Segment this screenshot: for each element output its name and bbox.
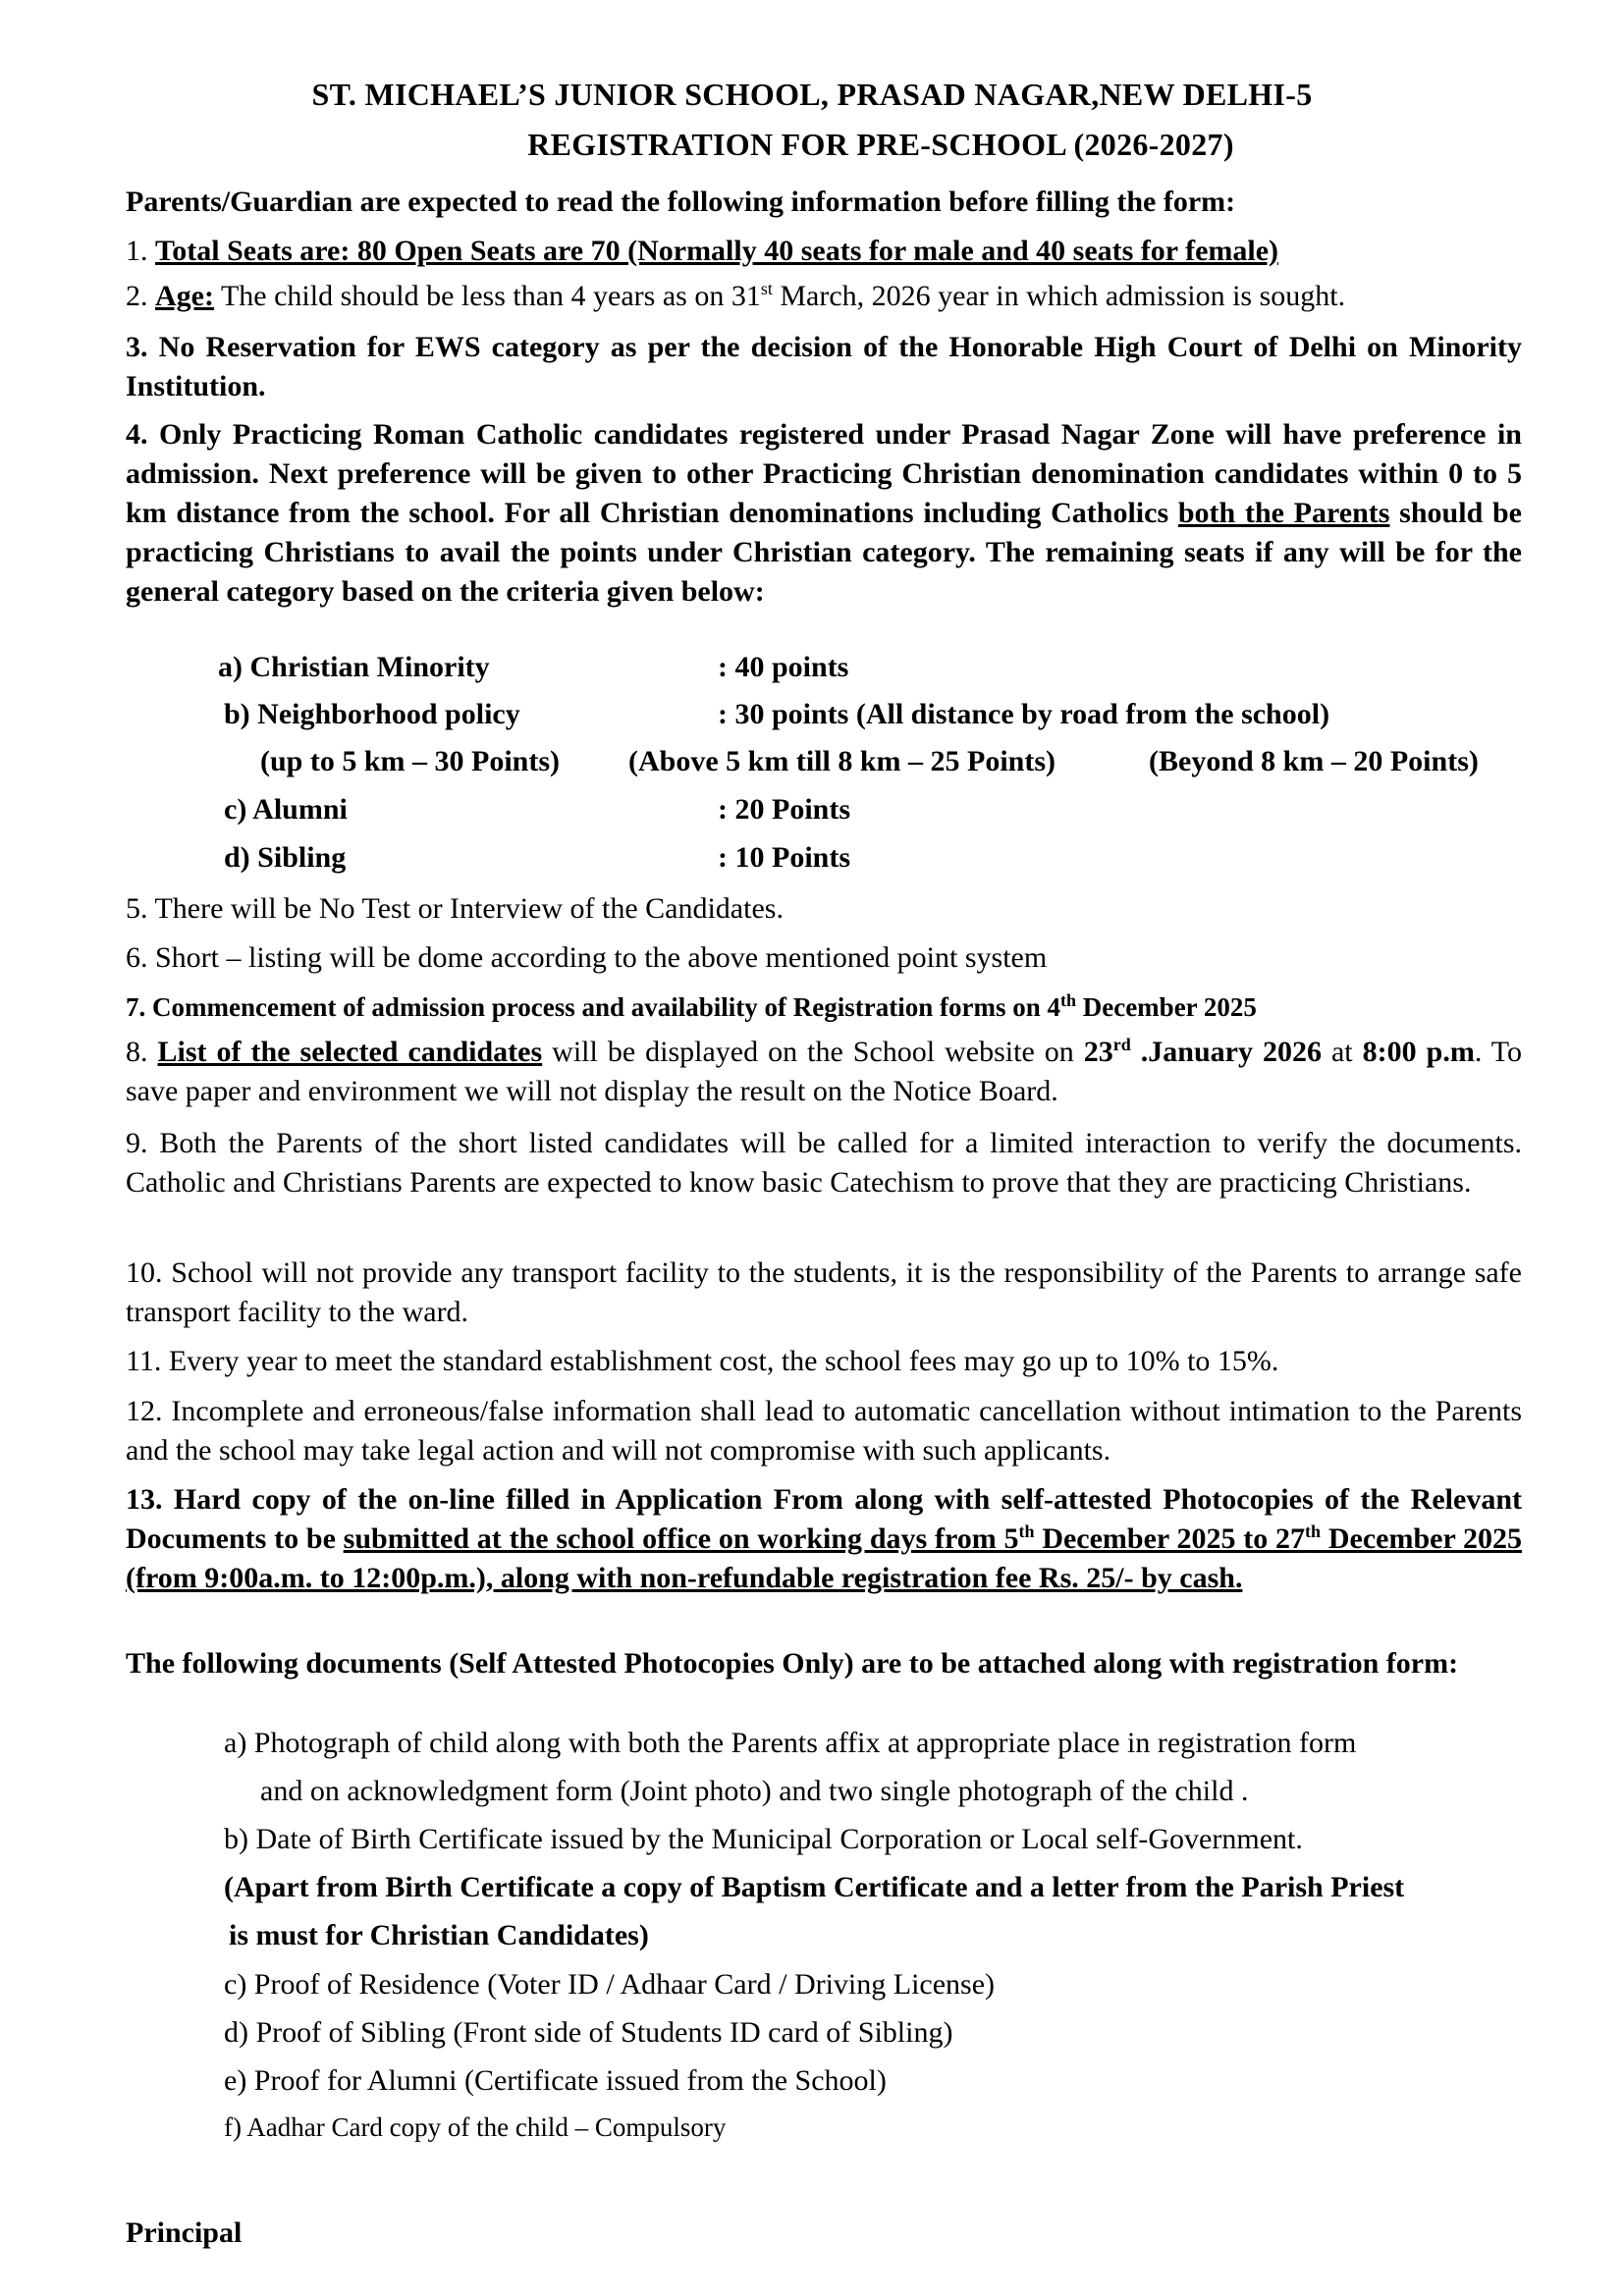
item-2: 2. Age: The child should be less than 4 years as on 31st March, 2026 year in which admission is sought.: [126, 279, 1346, 312]
christian-note: (Apart from Birth Certificate a copy of Baptism Certificate and a letter from the Parish Priest: [224, 1871, 1405, 1903]
item-4: 4. Only Practicing Roman Catholic candidates registered under Prasad Nagar Zone will have preference in admission. Next preference will be given to other Practicing Christian denomination candidates within 0 to 5 km distance from the school. For all Christian denominations including Catholics both the Parents should be practicing Christians to avail the points under Christian category. The remaining seats if any will be for the general category based on the criteria given below:: [126, 418, 1522, 608]
item-1: 1. Total Seats are: 80 Open Seats are 70 (Normally 40 seats for male and 40 seats for female): [126, 235, 1279, 267]
signature: Principal: [126, 2216, 243, 2249]
item-9: 9. Both the Parents of the short listed candidates will be called for a limited interaction to verify the documents. Catholic and Christians Parents are expected to know basic Catechism to prove that they are practicing Christians.: [126, 1127, 1522, 1199]
document-item: d) Proof of Sibling (Front side of Students ID card of Sibling): [224, 2016, 953, 2049]
item-3: 3. No Reservation for EWS category as per the decision of the Honorable High Court of Delhi on Minority Institution.: [126, 331, 1522, 402]
item-8: 8. List of the selected candidates will be displayed on the School website on 23rd .January 2026 at 8:00 p.m. To save paper and environment we will not display the result on the Notice Board.: [126, 1035, 1523, 1107]
registration-title: REGISTRATION FOR PRE-SCHOOL (2026-2027): [527, 127, 1234, 162]
criteria-label: b) Neighborhood policy: [224, 698, 520, 730]
criteria-label: d) Sibling: [224, 841, 347, 874]
distance-band: (Above 5 km till 8 km – 25 Points): [628, 745, 1056, 777]
christian-note: is must for Christian Candidates): [229, 1919, 649, 1951]
item-7: 7. Commencement of admission process and availability of Registration forms on 4th December 2025: [126, 990, 1257, 1022]
document-item: e) Proof for Alumni (Certificate issued from the School): [224, 2064, 887, 2097]
criteria-points: : 20 Points: [718, 793, 850, 826]
criteria-label: c) Alumni: [224, 793, 348, 826]
intro-text: Parents/Guardian are expected to read the following information before filling the form:: [126, 186, 1236, 218]
criteria-points: : 10 Points: [718, 841, 850, 874]
document-item: a) Photograph of child along with both the Parents affix at appropriate place in registration form: [224, 1727, 1357, 1759]
document-item: c) Proof of Residence (Voter ID / Adhaar Card / Driving License): [224, 1968, 996, 2001]
criteria-points: : 30 points (All distance by road from the school): [718, 698, 1330, 730]
item-12: 12. Incomplete and erroneous/false information shall lead to automatic cancellation without intimation to the Parents and the school may take legal action and will not compromise with such applicants.: [126, 1395, 1522, 1467]
school-title: ST. MICHAEL’S JUNIOR SCHOOL, PRASAD NAGAR,NEW DELHI-5: [311, 77, 1313, 112]
item-6: 6. Short – listing will be dome according to the above mentioned point system: [126, 941, 1048, 974]
item-13: 13. Hard copy of the on-line filled in Application From along with self-attested Photocopies of the Relevant Documents to be submitted at the school office on working days from 5th December 2025 to 27th December 2025 (from 9:00a.m. to 12:00p.m.), along with non-refundable registration fee Rs. 25/- by cash.: [126, 1483, 1523, 1594]
criteria-label: a) Christian Minority: [218, 651, 490, 683]
document-item: b) Date of Birth Certificate issued by the Municipal Corporation or Local self-Government.: [224, 1823, 1303, 1855]
item-10: 10. School will not provide any transport facility to the students, it is the responsibility of the Parents to arrange safe transport facility to the ward.: [126, 1256, 1522, 1328]
document-item: and on acknowledgment form (Joint photo) and two single photograph of the child .: [260, 1775, 1249, 1807]
item-11: 11. Every year to meet the standard establishment cost, the school fees may go up to 10% to 15%.: [126, 1345, 1279, 1377]
documents-intro: The following documents (Self Attested Photocopies Only) are to be attached along with registration form:: [126, 1647, 1459, 1680]
distance-band: (Beyond 8 km – 20 Points): [1149, 745, 1479, 777]
criteria-points: : 40 points: [718, 651, 849, 683]
item-5: 5. There will be No Test or Interview of the Candidates.: [126, 892, 784, 925]
document-item: f) Aadhar Card copy of the child – Compulsory: [224, 2112, 727, 2142]
distance-band: (up to 5 km – 30 Points): [260, 745, 561, 777]
